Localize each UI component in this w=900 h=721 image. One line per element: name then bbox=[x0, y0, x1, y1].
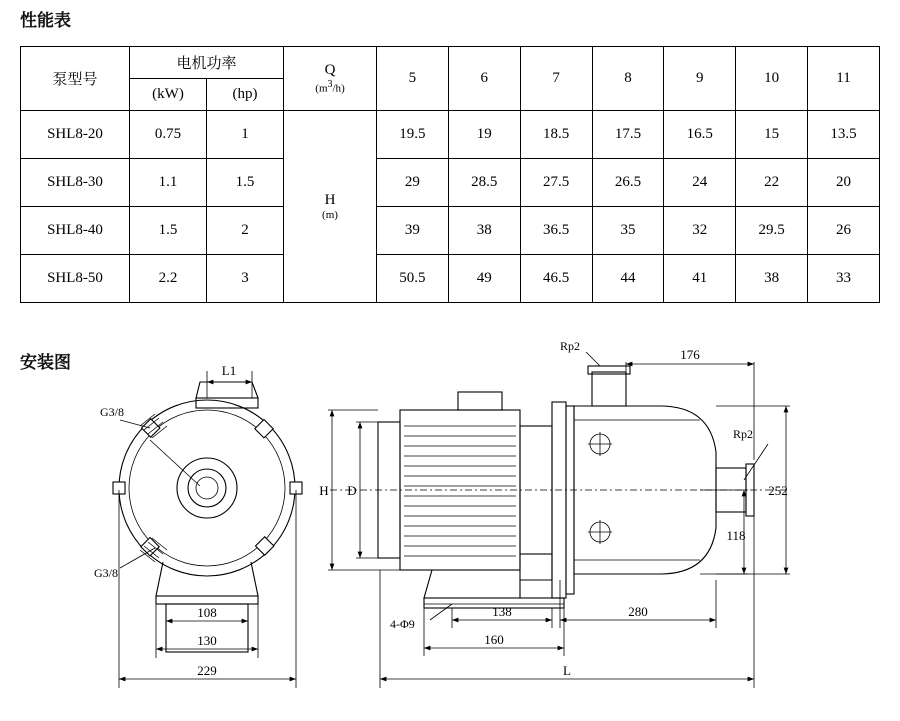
cell-value: 35 bbox=[592, 207, 664, 255]
label-rp2-right: Rp2 bbox=[733, 427, 754, 441]
cell-value: 26.5 bbox=[592, 159, 664, 207]
cell-kw: 1.5 bbox=[130, 207, 207, 255]
header-flow-8: 8 bbox=[592, 47, 664, 111]
performance-table-title: 性能表 bbox=[20, 11, 71, 31]
label-rp2-top: Rp2 bbox=[560, 340, 581, 353]
cell-value: 28.5 bbox=[448, 159, 520, 207]
dim-h-label: H bbox=[319, 483, 329, 498]
table-header-row-1 bbox=[21, 47, 880, 79]
dim-118-label: 118 bbox=[726, 528, 746, 543]
coupling-skirt bbox=[520, 554, 552, 580]
dim-130-label: 130 bbox=[197, 633, 217, 648]
cell-model: SHL8-30 bbox=[21, 159, 130, 207]
shaft-bore-circle bbox=[196, 477, 218, 499]
cell-kw: 2.2 bbox=[130, 255, 207, 303]
front-view bbox=[94, 363, 302, 688]
table-row bbox=[21, 159, 880, 207]
header-flow-9: 9 bbox=[664, 47, 736, 111]
installation-drawing bbox=[0, 340, 900, 721]
cell-value: 46.5 bbox=[520, 255, 592, 303]
cell-value: 32 bbox=[664, 207, 736, 255]
motor-terminal-box bbox=[458, 392, 502, 410]
discharge-port-rim bbox=[588, 366, 630, 374]
bolt-pads bbox=[113, 419, 302, 556]
header-h-unit: (m) bbox=[322, 209, 338, 221]
base-taper bbox=[156, 562, 258, 596]
cell-value: 15 bbox=[736, 111, 808, 159]
cell-value: 29 bbox=[377, 159, 449, 207]
leader-shaft bbox=[150, 440, 200, 486]
header-flow-5: 5 bbox=[377, 47, 449, 111]
label-hole-note: 4-Φ9 bbox=[390, 617, 415, 631]
cell-value: 13.5 bbox=[808, 111, 880, 159]
cell-value: 18.5 bbox=[520, 111, 592, 159]
cell-value: 41 bbox=[664, 255, 736, 303]
cell-kw: 0.75 bbox=[130, 111, 207, 159]
header-flow-unit bbox=[284, 47, 377, 111]
cell-value: 44 bbox=[592, 255, 664, 303]
cell-value: 20 bbox=[808, 159, 880, 207]
terminal-box bbox=[196, 382, 258, 398]
cell-hp: 1.5 bbox=[207, 159, 284, 207]
motor-cooling-fins bbox=[404, 426, 516, 556]
cell-value: 33 bbox=[808, 255, 880, 303]
cell-value: 22 bbox=[736, 159, 808, 207]
cell-value: 38 bbox=[448, 207, 520, 255]
dim-176-label: 176 bbox=[680, 347, 700, 362]
header-h-symbol: H bbox=[324, 192, 336, 208]
dim-160-label: 160 bbox=[484, 632, 504, 647]
cell-value: 39 bbox=[377, 207, 449, 255]
header-model: 泵型号 bbox=[21, 47, 130, 111]
cell-model: SHL8-20 bbox=[21, 111, 130, 159]
table-row bbox=[21, 255, 880, 303]
cell-value: 19.5 bbox=[377, 111, 449, 159]
cell-value: 26 bbox=[808, 207, 880, 255]
dim-229-label: 229 bbox=[197, 663, 217, 678]
cell-value: 38 bbox=[736, 255, 808, 303]
cell-value: 29.5 bbox=[736, 207, 808, 255]
header-flow-10: 10 bbox=[736, 47, 808, 111]
cell-hp: 2 bbox=[207, 207, 284, 255]
cell-hp: 3 bbox=[207, 255, 284, 303]
shaft-flange-circle bbox=[177, 458, 237, 518]
leader-rp2-right bbox=[744, 444, 768, 480]
header-kw: (kW) bbox=[130, 79, 207, 111]
header-q-unit: (m3/h) bbox=[315, 79, 345, 95]
pump-flange-2 bbox=[566, 406, 574, 594]
base-plate bbox=[156, 596, 258, 604]
header-q-symbol: Q bbox=[324, 62, 336, 79]
header-motor-power: 电机功率 bbox=[130, 47, 284, 79]
shaft-circle bbox=[188, 469, 226, 507]
cell-hp: 1 bbox=[207, 111, 284, 159]
header-flow-11: 11 bbox=[808, 47, 880, 111]
side-view bbox=[319, 340, 790, 688]
motor-foot-taper bbox=[424, 570, 520, 598]
dim-l1-label: L1 bbox=[221, 363, 237, 378]
cell-value: 17.5 bbox=[592, 111, 664, 159]
pump-flange bbox=[552, 402, 566, 598]
dim-280-label: 280 bbox=[628, 604, 648, 619]
installation-drawing-title: 安装图 bbox=[20, 353, 71, 373]
label-g38-bottom: G3/8 bbox=[94, 566, 118, 580]
label-g38-top: G3/8 bbox=[100, 405, 124, 419]
cell-model: SHL8-40 bbox=[21, 207, 130, 255]
header-hp: (hp) bbox=[207, 79, 284, 111]
cell-value: 16.5 bbox=[664, 111, 736, 159]
dim-252-label: 252 bbox=[768, 483, 788, 498]
cell-value: 50.5 bbox=[377, 255, 449, 303]
header-head-unit bbox=[284, 111, 377, 303]
dim-d-label: D bbox=[347, 483, 357, 498]
table-row bbox=[21, 207, 880, 255]
cell-value: 36.5 bbox=[520, 207, 592, 255]
cell-value: 19 bbox=[448, 111, 520, 159]
header-flow-6: 6 bbox=[448, 47, 520, 111]
discharge-port bbox=[592, 372, 626, 406]
dim-108-label: 108 bbox=[197, 605, 217, 620]
cell-value: 24 bbox=[664, 159, 736, 207]
dim-l-label: L bbox=[563, 663, 571, 678]
cell-model: SHL8-50 bbox=[21, 255, 130, 303]
header-flow-7: 7 bbox=[520, 47, 592, 111]
cell-value: 49 bbox=[448, 255, 520, 303]
dim-138-label: 138 bbox=[492, 604, 512, 619]
cell-value: 27.5 bbox=[520, 159, 592, 207]
table-row bbox=[21, 111, 880, 159]
cell-kw: 1.1 bbox=[130, 159, 207, 207]
performance-table bbox=[20, 46, 880, 303]
leader-rp2-top bbox=[586, 352, 600, 366]
leader-hole-note bbox=[430, 604, 452, 620]
